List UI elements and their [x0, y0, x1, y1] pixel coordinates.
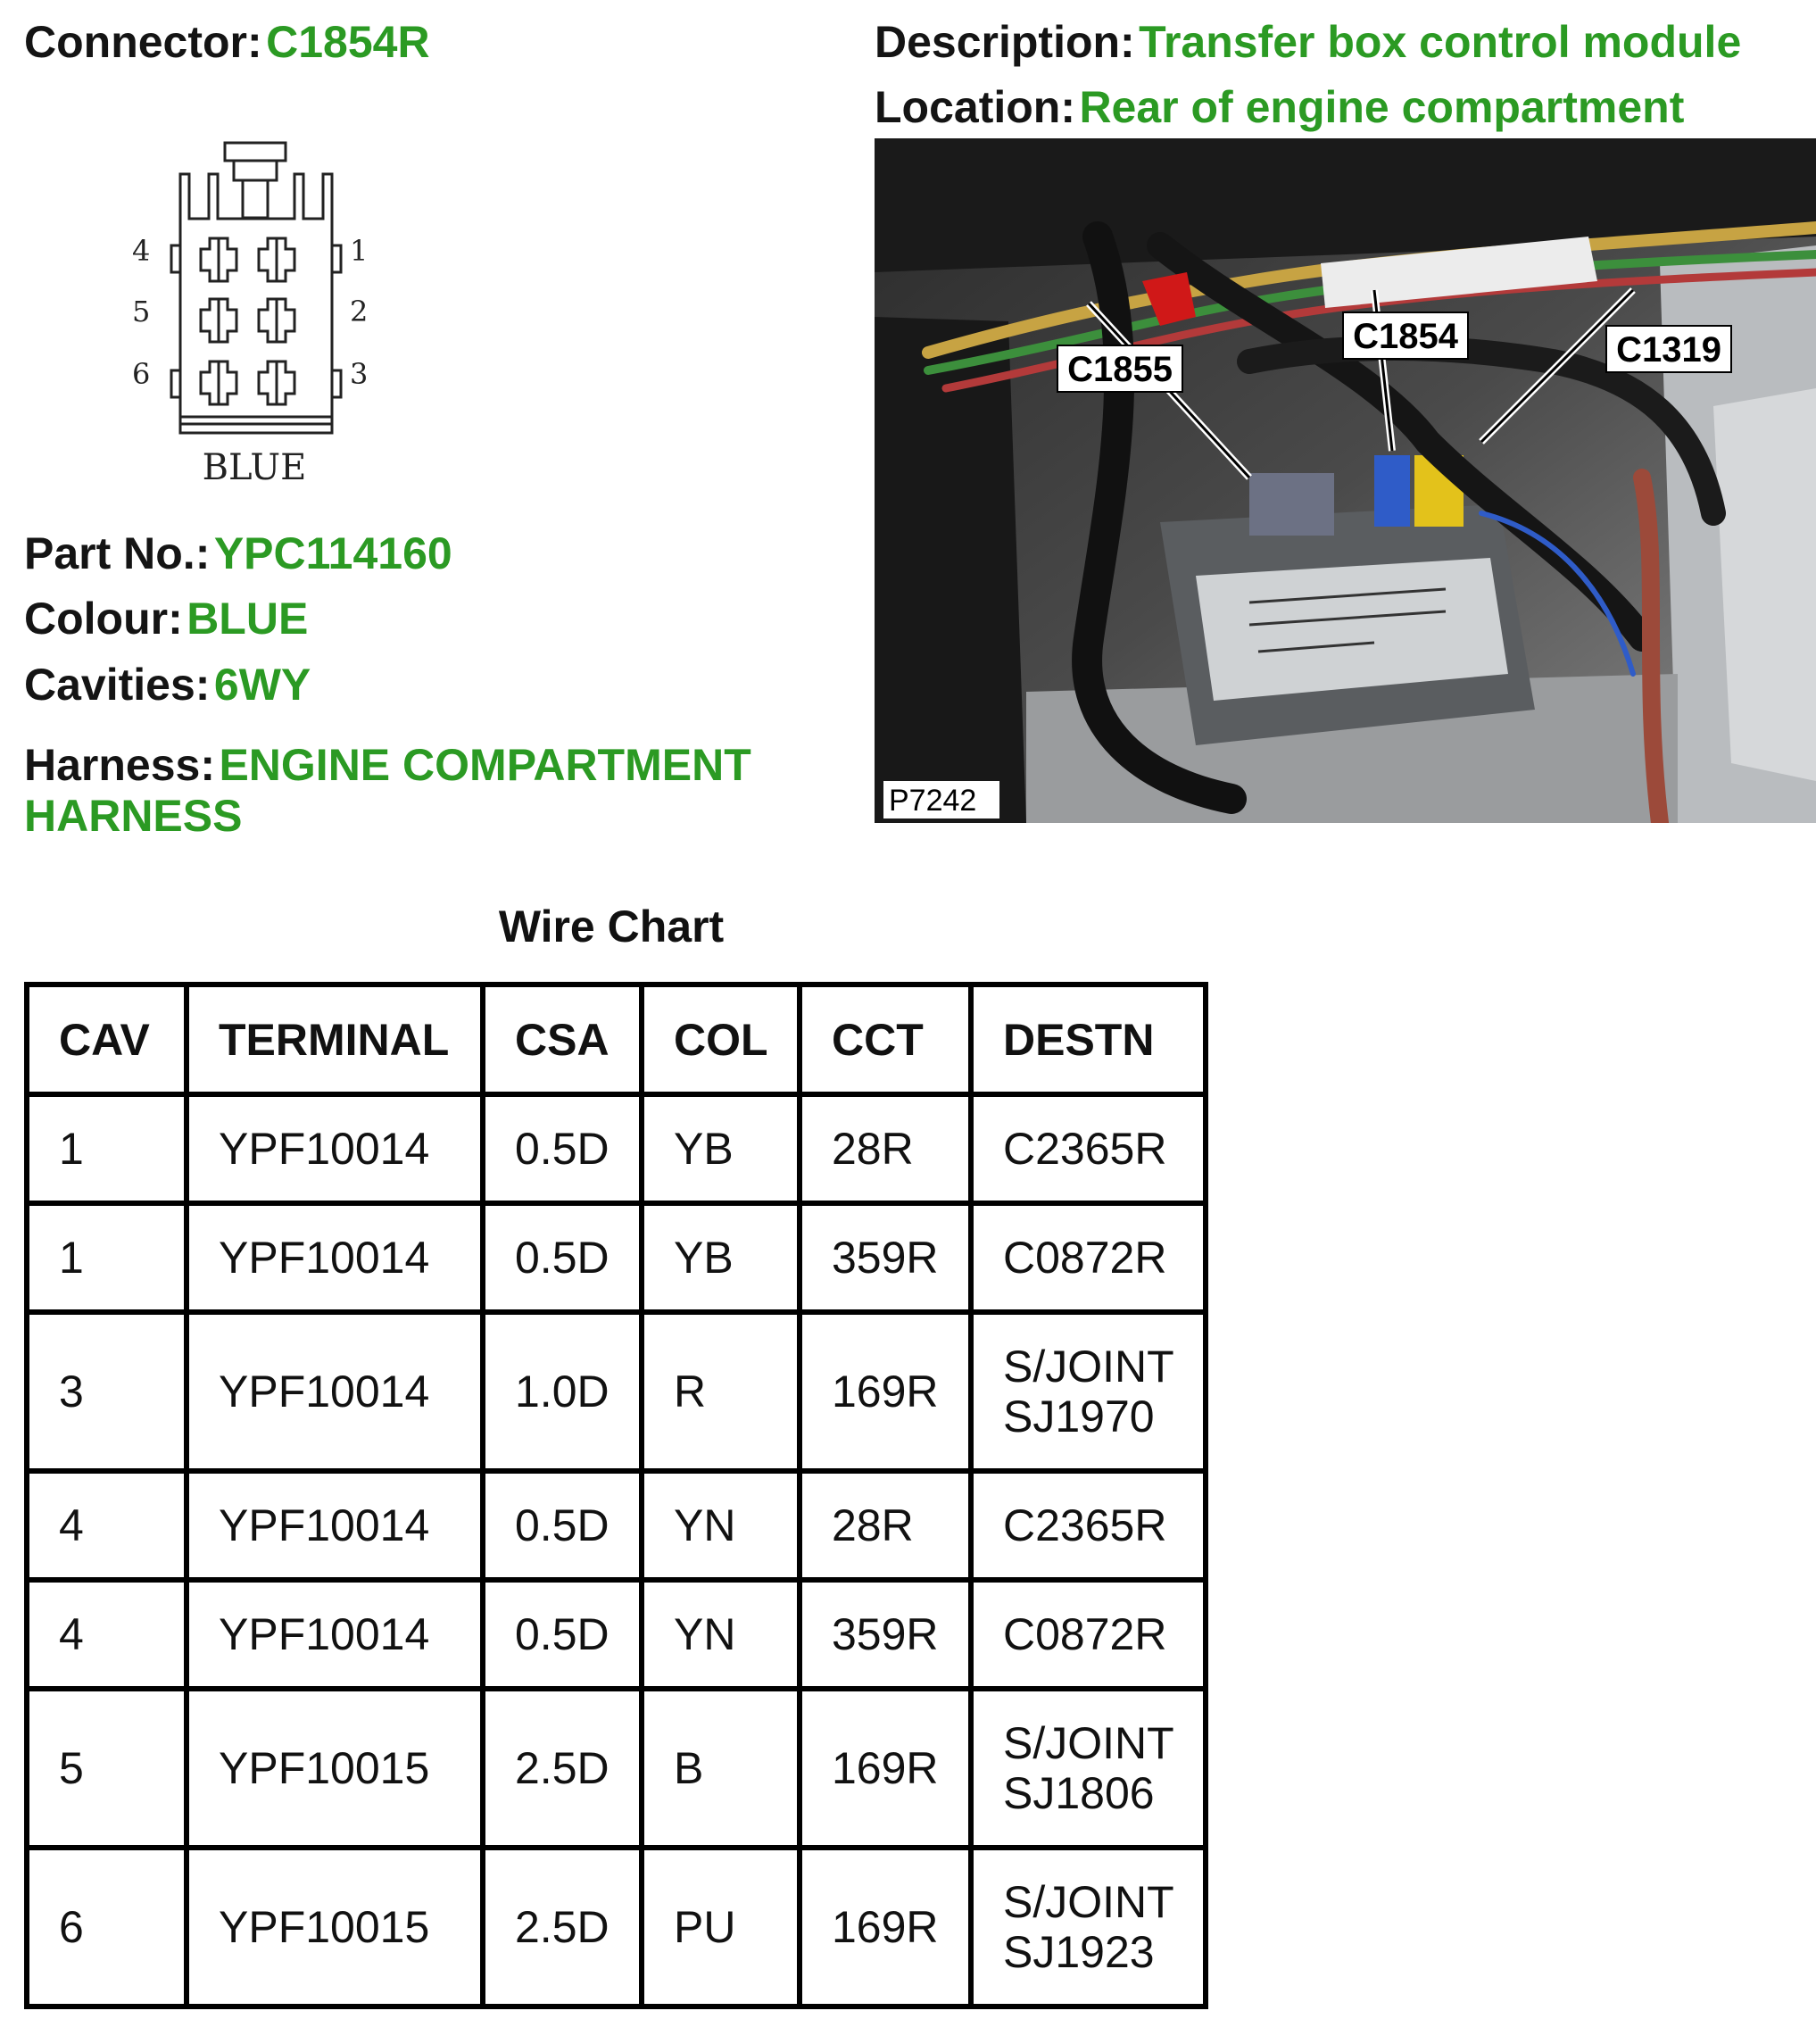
cavities-line — [24, 660, 311, 710]
table-row — [27, 1471, 1206, 1580]
cell-destn — [971, 1689, 1206, 1848]
wire-chart-table — [24, 982, 1208, 2009]
cell-csa: 2.5D — [483, 1848, 642, 2007]
cell-cav: 1 — [27, 1203, 187, 1312]
callout-c1319: C1319 — [1616, 330, 1721, 370]
colour-value: BLUE — [187, 594, 309, 644]
description-line — [875, 17, 1742, 67]
cell-cav: 6 — [27, 1848, 187, 2007]
destn-line1: S/JOINT — [1003, 1718, 1174, 1768]
cavity-3 — [259, 361, 294, 404]
pin-label-1: 1 — [350, 234, 369, 268]
cell-destn — [971, 1312, 1206, 1471]
wire-chart-title: Wire Chart — [498, 902, 725, 951]
connector-label: Connector: — [24, 17, 262, 67]
part-no-label: Part No.: — [24, 528, 211, 578]
destn-line1: C2365R — [1003, 1124, 1167, 1174]
destn-line2: SJ1806 — [1003, 1768, 1155, 1818]
cell-col: YB — [642, 1203, 800, 1312]
destn-line1: C2365R — [1003, 1500, 1167, 1550]
cell-csa: 0.5D — [483, 1580, 642, 1689]
description-value: Transfer box control module — [1139, 17, 1742, 67]
cavities-label: Cavities: — [24, 660, 211, 710]
table-row — [27, 1312, 1206, 1471]
cell-cav: 4 — [27, 1580, 187, 1689]
connector-line — [24, 17, 430, 67]
pin-label-3: 3 — [350, 357, 369, 391]
header-cav: CAV — [27, 985, 187, 1094]
destn-line1: C0872R — [1003, 1233, 1167, 1283]
table-row — [27, 1848, 1206, 2007]
colour-label: Colour: — [24, 594, 183, 644]
header-cct: CCT — [800, 985, 971, 1094]
latch-top — [225, 143, 286, 161]
cell-col: B — [642, 1689, 800, 1848]
harness-value-line2: HARNESS — [24, 791, 243, 841]
cell-cav: 1 — [27, 1094, 187, 1203]
cell-terminal: YPF10014 — [187, 1580, 483, 1689]
cavity-1 — [259, 238, 294, 281]
harness-line — [24, 740, 751, 790]
cell-cav: 4 — [27, 1471, 187, 1580]
cell-col: YN — [642, 1580, 800, 1689]
destn-line2: SJ1923 — [1003, 1927, 1155, 1977]
cell-col: YN — [642, 1471, 800, 1580]
cell-col: YB — [642, 1094, 800, 1203]
cell-terminal: YPF10014 — [187, 1471, 483, 1580]
harness-label: Harness: — [24, 740, 215, 790]
connector-pinout-diagram — [125, 138, 384, 495]
cell-cav: 5 — [27, 1689, 187, 1848]
cell-csa: 2.5D — [483, 1689, 642, 1848]
header-col: COL — [642, 985, 800, 1094]
location-line — [875, 82, 1685, 132]
cell-terminal: YPF10014 — [187, 1312, 483, 1471]
cell-destn — [971, 1094, 1206, 1203]
destn-line1: S/JOINT — [1003, 1342, 1174, 1392]
table-row — [27, 1203, 1206, 1312]
cell-terminal: YPF10014 — [187, 1203, 483, 1312]
cell-csa: 1.0D — [483, 1312, 642, 1471]
cell-col: PU — [642, 1848, 800, 2007]
cell-terminal: YPF10014 — [187, 1094, 483, 1203]
cell-destn — [971, 1848, 1206, 2007]
cell-cct: 169R — [800, 1689, 971, 1848]
table-header-row — [27, 985, 1206, 1094]
table-row — [27, 1689, 1206, 1848]
pinout-colour-text: BLUE — [202, 447, 307, 488]
location-label: Location: — [875, 82, 1075, 132]
header-terminal: TERMINAL — [187, 985, 483, 1094]
pin-label-5: 5 — [132, 295, 151, 328]
description-label: Description: — [875, 17, 1135, 67]
cell-csa: 0.5D — [483, 1094, 642, 1203]
cavities-value: 6WY — [213, 660, 311, 710]
table-row — [27, 1094, 1206, 1203]
harness-value-line1: ENGINE COMPARTMENT — [219, 740, 751, 790]
cell-destn — [971, 1203, 1206, 1312]
callout-c1854: C1854 — [1353, 317, 1458, 356]
pin-label-4: 4 — [132, 234, 151, 268]
location-photo — [875, 138, 1816, 823]
cell-cav: 3 — [27, 1312, 187, 1471]
header-csa: CSA — [483, 985, 642, 1094]
pin-label-2: 2 — [350, 295, 369, 328]
cavity-6 — [201, 361, 236, 404]
connector-value: C1854R — [266, 17, 430, 67]
cell-cct: 169R — [800, 1848, 971, 2007]
cavity-2 — [259, 299, 294, 342]
cell-terminal: YPF10015 — [187, 1848, 483, 2007]
cell-cct: 359R — [800, 1580, 971, 1689]
cell-cct: 28R — [800, 1094, 971, 1203]
cell-csa: 0.5D — [483, 1203, 642, 1312]
cell-destn — [971, 1471, 1206, 1580]
cell-terminal: YPF10015 — [187, 1689, 483, 1848]
header-destn: DESTN — [971, 985, 1206, 1094]
pin-label-6: 6 — [132, 357, 151, 391]
destn-line2: SJ1970 — [1003, 1392, 1155, 1442]
cell-cct: 169R — [800, 1312, 971, 1471]
cell-col: R — [642, 1312, 800, 1471]
cell-cct: 28R — [800, 1471, 971, 1580]
table-row — [27, 1580, 1206, 1689]
part-no-value: YPC114160 — [213, 528, 452, 578]
destn-line1: S/JOINT — [1003, 1877, 1174, 1927]
destn-line1: C0872R — [1003, 1609, 1167, 1659]
cell-cct: 359R — [800, 1203, 971, 1312]
cavity-4 — [201, 238, 236, 281]
callout-c1855: C1855 — [1067, 350, 1173, 389]
location-value: Rear of engine compartment — [1079, 82, 1685, 132]
cell-destn — [971, 1580, 1206, 1689]
photo-ref: P7242 — [889, 784, 977, 818]
cell-csa: 0.5D — [483, 1471, 642, 1580]
part-no-line — [24, 528, 452, 578]
harness-line-2 — [24, 791, 243, 841]
cavity-5 — [201, 299, 236, 342]
colour-line — [24, 594, 309, 644]
